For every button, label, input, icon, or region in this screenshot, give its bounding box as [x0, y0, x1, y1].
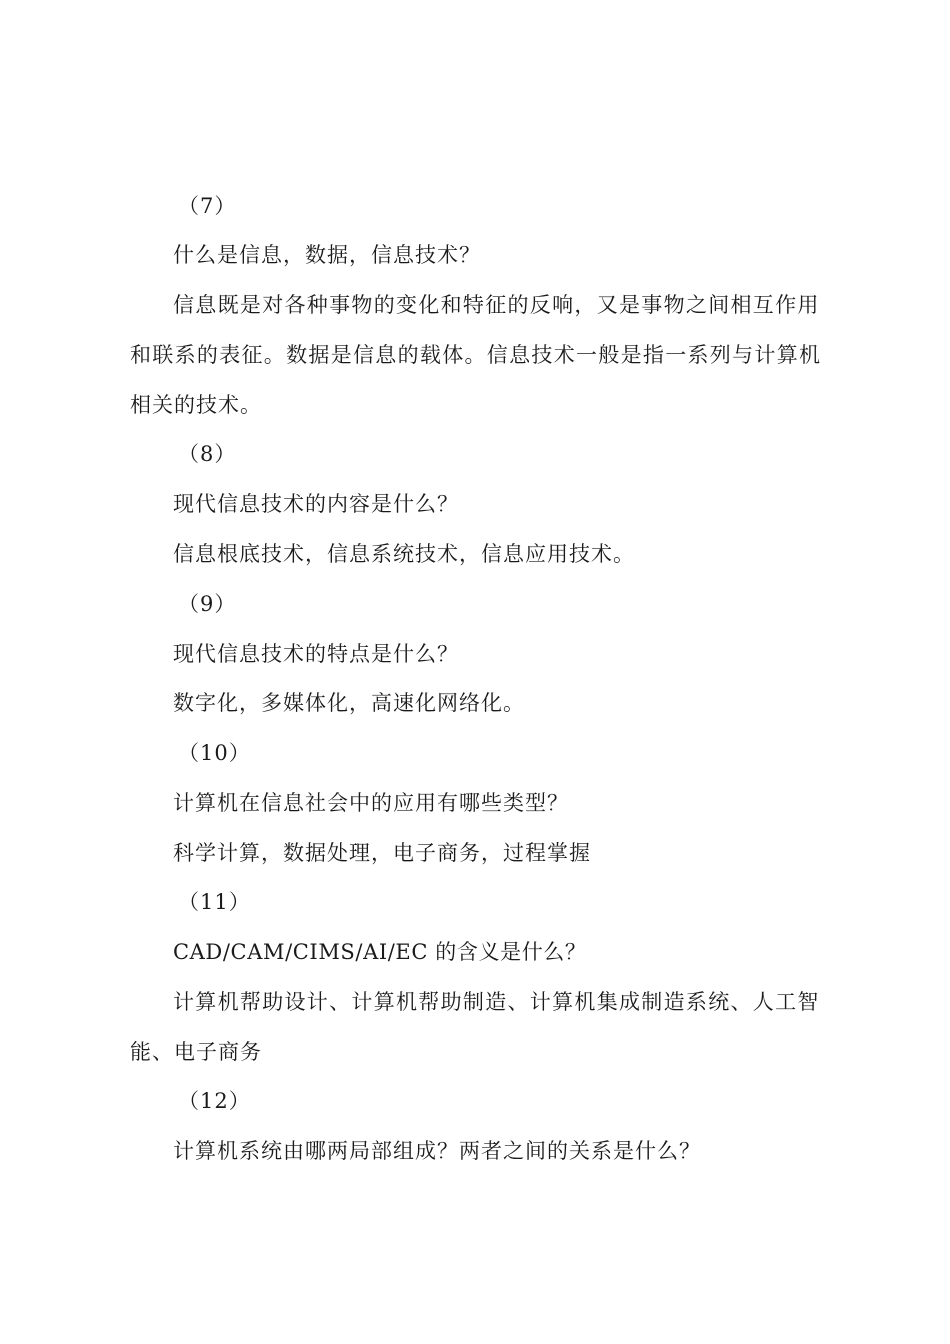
question-number-12: （12）	[178, 1089, 251, 1113]
question-11: CAD/CAM/CIMS/AI/EC 的含义是什么？	[173, 940, 587, 964]
question-10: 计算机在信息社会中的应用有哪些类型？	[173, 791, 569, 815]
answer-8: 信息根底技术，信息系统技术，信息应用技术。	[173, 542, 635, 566]
answer-7-line-1: 信息既是对各种事物的变化和特征的反响，又是事物之间相互作用	[173, 293, 820, 317]
question-number-11: （11）	[178, 890, 251, 914]
question-9: 现代信息技术的特点是什么？	[173, 642, 459, 666]
question-12: 计算机系统由哪两局部组成？两者之间的关系是什么？	[173, 1139, 701, 1163]
question-8: 现代信息技术的内容是什么？	[173, 492, 459, 516]
question-number-9: （9）	[178, 592, 237, 616]
question-number-8: （8）	[178, 442, 237, 466]
answer-9: 数字化，多媒体化，高速化网络化。	[173, 691, 525, 715]
answer-7-line-2: 和联系的表征。数据是信息的载体。信息技术一般是指一系列与计算机	[130, 343, 822, 367]
answer-11-line-2: 能、电子商务	[130, 1040, 262, 1064]
answer-7-line-3: 相关的技术。	[130, 393, 262, 417]
question-7: 什么是信息，数据，信息技术？	[173, 243, 481, 267]
question-number-7: （7）	[178, 194, 237, 218]
answer-10: 科学计算，数据处理，电子商务，过程掌握	[173, 841, 591, 865]
answer-11-line-1: 计算机帮助设计、计算机帮助制造、计算机集成制造系统、人工智	[173, 990, 820, 1014]
question-number-10: （10）	[178, 741, 251, 765]
